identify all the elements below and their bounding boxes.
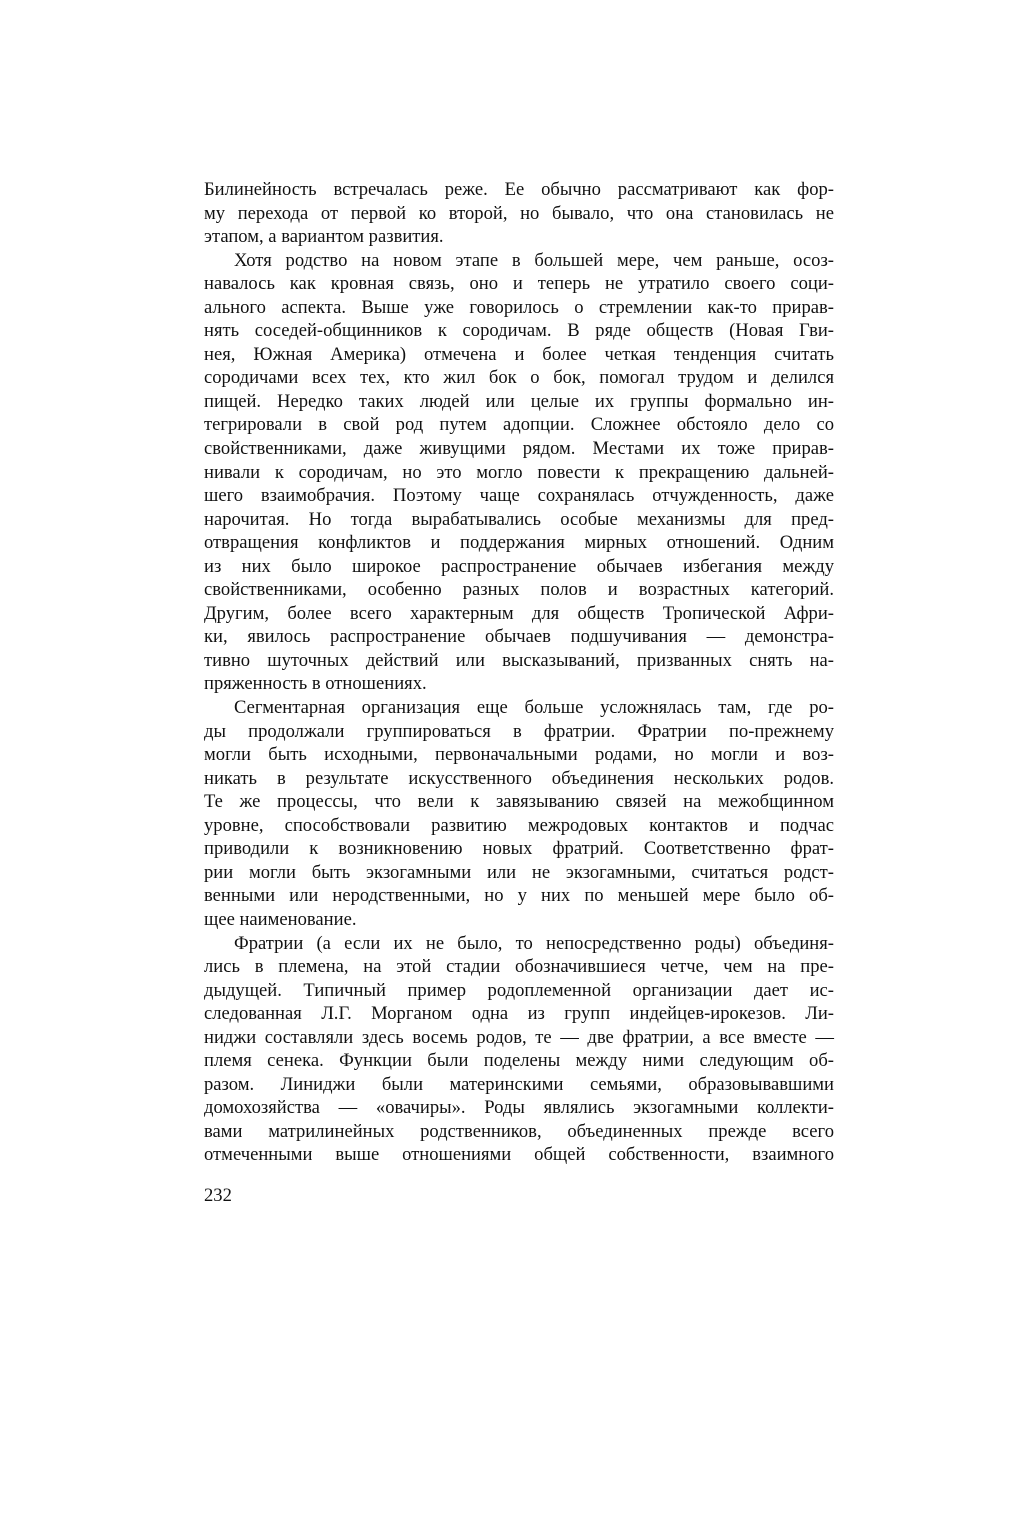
text-line: уровне, способствовали развитию межродовых контактов и подчас xyxy=(204,814,834,836)
text-line: Те же процессы, что вели к завязыванию связей на межобщинном xyxy=(204,791,834,813)
text-line: свойственниками, даже живущими рядом. Местами их тоже прирав- xyxy=(204,438,834,460)
text-line: Фратрии (а если их не было, то непосредственно роды) объединя- xyxy=(234,932,834,954)
text-line: дыдущей. Типичный пример родоплеменной организации дает ис- xyxy=(204,979,834,1001)
paragraph-3 xyxy=(204,696,834,931)
text-line: отмеченными выше отношениями общей собственности, взаимного xyxy=(204,1144,834,1166)
text-line: Другим, более всего характерным для обществ Тропической Афри- xyxy=(204,602,834,624)
text-line: нивали к сородичам, но это могло повести к прекращению дальней- xyxy=(204,461,834,483)
text-line: щее наименование. xyxy=(204,908,357,930)
text-line: из них было широкое распространение обычаев избегания между xyxy=(204,555,834,577)
book-text-body xyxy=(204,178,834,1167)
paragraph-4 xyxy=(204,932,834,1167)
text-line: Хотя родство на новом этапе в большей мере, чем раньше, осоз- xyxy=(234,249,834,271)
text-line: ниджи составляли здесь восемь родов, те — две фратрии, а все вместе — xyxy=(204,1026,834,1048)
text-line: венными или неродственными, но у них по меньшей мере было об- xyxy=(204,885,834,907)
page-number: 232 xyxy=(204,1185,232,1206)
text-line: пряженность в отношениях. xyxy=(204,673,427,695)
text-line: нять соседей-общинников к сородичам. В ряде обществ (Новая Гви- xyxy=(204,320,834,342)
text-line: тивно шуточных действий или высказываний, призванных снять на- xyxy=(204,649,834,671)
text-line: домохозяйства — «овачиры». Роды являлись экзогамными коллекти- xyxy=(204,1097,834,1119)
text-line: навалось как кровная связь, оно и теперь не утратило своего соци- xyxy=(204,273,834,295)
paragraph-1 xyxy=(204,178,834,249)
text-line: никать в результате искусственного объединения нескольких родов. xyxy=(204,767,834,789)
text-line: следованная Л.Г. Морганом одна из групп индейцев-ирокезов. Ли- xyxy=(204,1003,834,1025)
text-line: Сегментарная организация еще больше усложнялась там, где ро- xyxy=(234,697,834,719)
text-line: разом. Линиджи были материнскими семьями, образовывавшими xyxy=(204,1073,834,1095)
text-line: тегрировали в свой род путем адопции. Сложнее обстояло дело со xyxy=(204,414,834,436)
text-line: свойственниками, особенно разных полов и возрастных категорий. xyxy=(204,579,834,601)
text-line: отвращения конфликтов и поддержания мирных отношений. Одним xyxy=(204,532,834,554)
text-line: ды продолжали группироваться в фратрии. Фратрии по-прежнему xyxy=(204,720,834,742)
text-line: лись в племена, на этой стадии обозначившиеся четче, чем на пре- xyxy=(204,956,834,978)
text-line: вами матрилинейных родственников, объединенных прежде всего xyxy=(204,1120,834,1142)
text-line: племя сенека. Функции были поделены между ними следующим об- xyxy=(204,1050,834,1072)
text-line: шего взаимобрачия. Поэтому чаще сохранялась отчужденность, даже xyxy=(204,485,834,507)
text-line: могли быть исходными, первоначальными родами, но могли и воз- xyxy=(204,744,834,766)
text-line: приводили к возникновению новых фратрий. Соответственно фрат- xyxy=(204,838,834,860)
text-line: рии могли быть экзогамными или не экзогамными, считаться родст- xyxy=(204,861,834,883)
text-line: ального аспекта. Выше уже говорилось о стремлении как-то прирав- xyxy=(204,296,834,318)
text-line: ки, явилось распространение обычаев подшучивания — демонстра- xyxy=(204,626,834,648)
text-line: этапом, а вариантом развития. xyxy=(204,226,444,248)
text-line: сородичами всех тех, кто жил бок о бок, помогал трудом и делился xyxy=(204,367,834,389)
text-line: му перехода от первой ко второй, но бывало, что она становилась не xyxy=(204,202,834,224)
paragraph-2 xyxy=(204,249,834,696)
text-line: пищей. Нередко таких людей или целые их группы формально ин- xyxy=(204,390,834,412)
text-line: Билинейность встречалась реже. Ее обычно рассматривают как фор- xyxy=(204,179,834,200)
text-line: нея, Южная Америка) отмечена и более четкая тенденция считать xyxy=(204,343,834,365)
text-line: нарочитая. Но тогда вырабатывались особые механизмы для пред- xyxy=(204,508,834,530)
